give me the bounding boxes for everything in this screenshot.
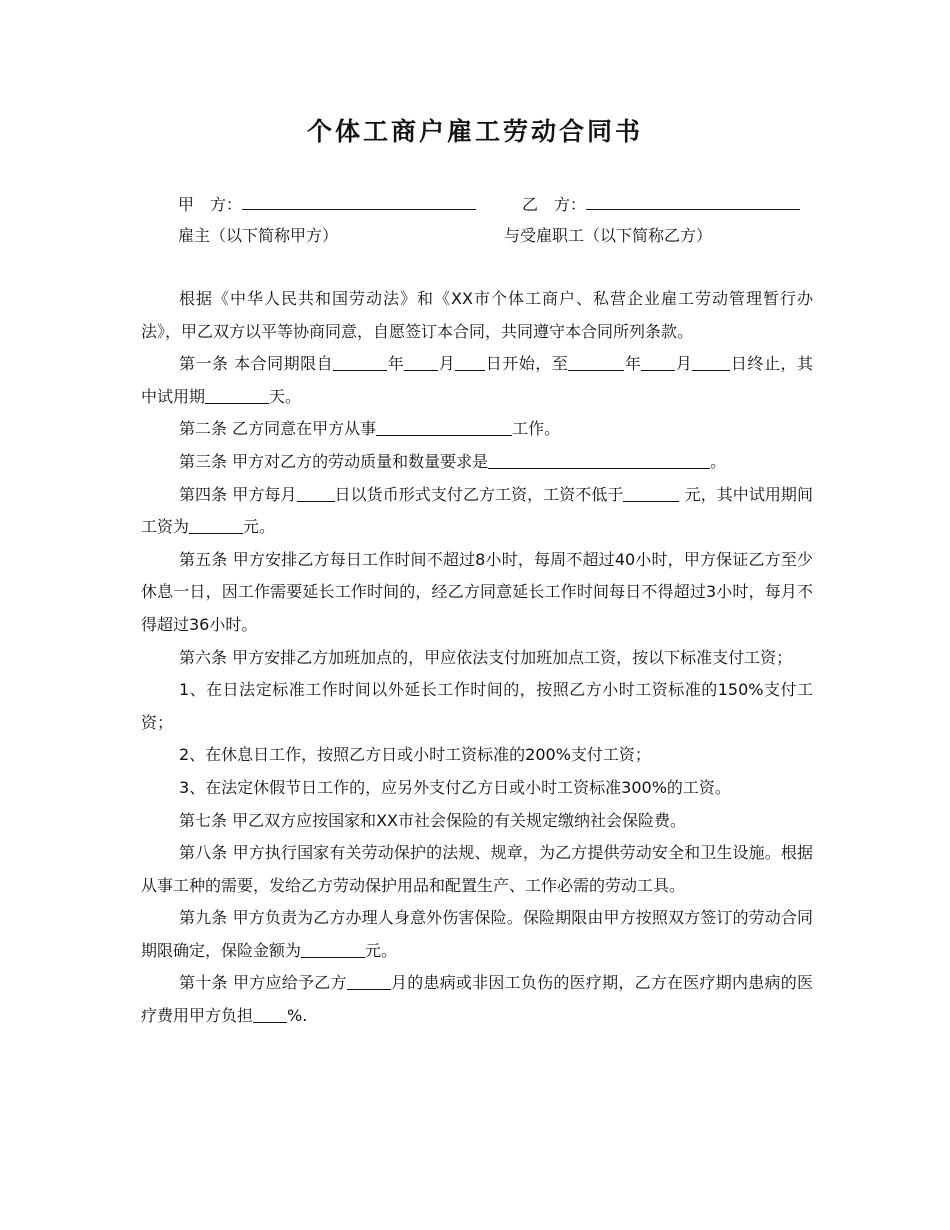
party-a-description: 雇主（以下简称甲方）: [178, 226, 339, 245]
blank-requirements[interactable]: [488, 453, 710, 469]
article-2: 第二条 乙方同意在甲方从事 工作。: [179, 419, 561, 439]
blank-end-year[interactable]: [568, 355, 624, 371]
blank-end-day[interactable]: [692, 355, 730, 371]
article-7: 第七条 甲乙双方应按国家和XX市社会保险的有关规定缴纳社会保险费。: [179, 810, 687, 830]
blank-probation-wage[interactable]: [189, 518, 243, 534]
document-title: 个体工商户雇工劳动合同书: [306, 117, 643, 146]
article-3: 第三条 甲方对乙方的劳动质量和数量要求是 。: [179, 451, 727, 471]
article-6-item-2: 2、在休息日工作，按照乙方日或小时工资标准的200%支付工资；: [179, 745, 651, 765]
article-4: 第四条 甲方每月 日以货币形式支付乙方工资，工资不低于 元，其中试用期间工资为 元。: [141, 484, 813, 537]
blank-end-month[interactable]: [641, 355, 675, 371]
article-1: 第一条 本合同期限自 年 月 日开始，至 年 月 日终止，其中试用期 天。: [141, 354, 813, 406]
blank-medical-months[interactable]: [347, 974, 391, 990]
party-a-blank[interactable]: [242, 193, 476, 210]
party-b-blank[interactable]: [586, 193, 800, 210]
blank-job[interactable]: [376, 420, 512, 436]
blank-start-month[interactable]: [404, 355, 438, 371]
article-5: 第五条 甲方安排乙方每日工作时间不超过8小时，每周不超过40小时，甲方保证乙方至少休息一日，因工作需要延长工作时间的，经乙方同意延长工作时间每日不得超过3小时，每月不得超过36小时。: [141, 549, 813, 634]
party-b-label: 乙 方：: [522, 195, 587, 214]
article-6-item-1: 1、在日法定标准工作时间以外延长工作时间的，按照乙方小时工资标准的150%支付工资；: [141, 680, 813, 732]
article-8: 第八条 甲方执行国家有关劳动保护的法规、规章，为乙方提供劳动安全和卫生设施。根据从事工种的需要，发给乙方劳动保护用品和配置生产、工作必需的劳动工具。: [141, 843, 813, 895]
blank-pay-day[interactable]: [297, 486, 335, 502]
intro-paragraph: 根据《中华人民共和国劳动法》和《XX市个体工商户、私营企业雇工劳动管理暂行办法》，甲乙双方以平等协商同意，自愿签订本合同，共同遵守本合同所列条款。: [141, 289, 813, 341]
blank-probation-days[interactable]: [205, 388, 269, 404]
article-9: 第九条 甲方负责为乙方办理人身意外伤害保险。保险期限由甲方按照双方签订的劳动合同期限确定，保险金额为 元。: [141, 908, 813, 960]
article-6-item-3: 3、在法定休假节日工作的，应另外支付乙方日或小时工资标准300%的工资。: [179, 777, 731, 797]
blank-min-wage[interactable]: [623, 486, 679, 502]
party-a-line: [178, 193, 476, 216]
party-b-line: [522, 193, 800, 216]
blank-start-day[interactable]: [455, 355, 485, 371]
blank-start-year[interactable]: [333, 355, 387, 371]
blank-medical-percent[interactable]: [253, 1007, 287, 1023]
party-a-label: 甲 方：: [178, 195, 243, 214]
blank-insurance-amount[interactable]: [301, 942, 365, 958]
contract-body: [141, 283, 813, 1033]
article-6: 第六条 甲方安排乙方加班加点的，甲应依法支付加班加点工资，按以下标准支付工资；: [179, 647, 793, 667]
article-10: 第十条 甲方应给予乙方 月的患病或非因工负伤的医疗期，乙方在医疗期内患病的医疗费用甲方负担 %.: [141, 973, 813, 1026]
party-b-description: 与受雇职工（以下简称乙方）: [504, 226, 713, 245]
